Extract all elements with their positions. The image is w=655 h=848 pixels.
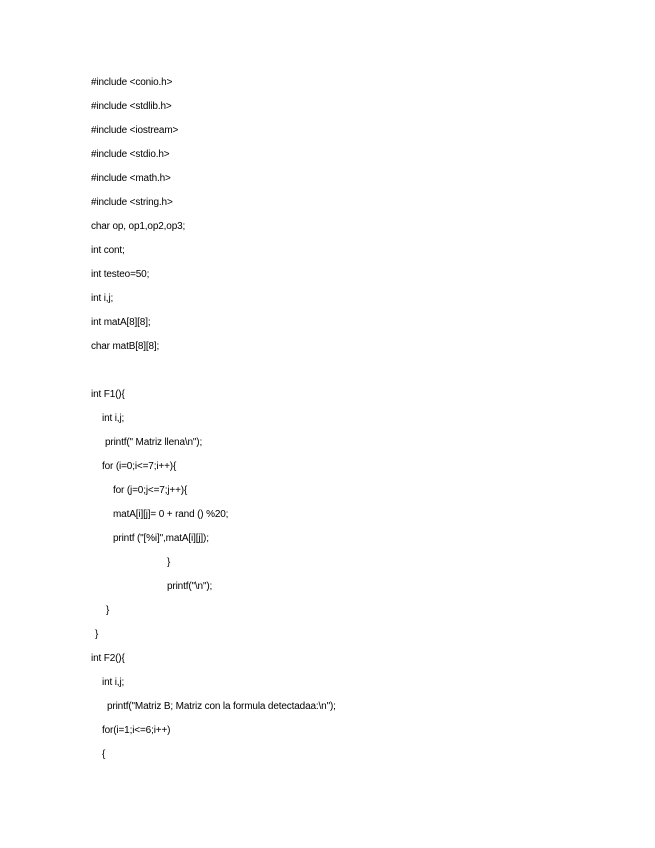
code-line: printf("\n"); <box>167 581 213 592</box>
code-line: int cont; <box>91 245 125 256</box>
code-line: #include <string.h> <box>91 197 173 208</box>
code-line: for (j=0;j<=7;j++){ <box>113 485 188 496</box>
code-line: } <box>95 629 99 640</box>
code-line: { <box>102 749 106 760</box>
code-line: int i,j; <box>91 293 114 304</box>
code-line: for(i=1;i<=6;i++) <box>102 725 171 736</box>
code-line: } <box>167 557 171 568</box>
code-line: #include <math.h> <box>91 173 171 184</box>
code-line: int i,j; <box>102 413 125 424</box>
code-line: } <box>106 605 110 616</box>
code-line: char matB[8][8]; <box>91 341 160 352</box>
code-line: #include <conio.h> <box>91 77 173 88</box>
code-line: #include <stdio.h> <box>91 149 170 160</box>
code-line: int F2(){ <box>91 653 125 664</box>
code-line: #include <iostream> <box>91 125 179 136</box>
code-line: matA[i][j]= 0 + rand () %20; <box>113 509 229 520</box>
code-line: int matA[8][8]; <box>91 317 151 328</box>
code-line: char op, op1,op2,op3; <box>91 221 186 232</box>
code-line: int testeo=50; <box>91 269 150 280</box>
code-line: printf("Matriz B; Matriz con la formula detectadaa:\n"); <box>107 701 336 712</box>
code-line: for (i=0;i<=7;i++){ <box>102 461 177 472</box>
code-line: int i,j; <box>102 677 125 688</box>
code-line: printf(" Matriz llena\n"); <box>105 437 203 448</box>
code-line: printf ("[%i]",matA[i][j]); <box>113 533 209 544</box>
code-line: #include <stdlib.h> <box>91 101 172 112</box>
code-line: int F1(){ <box>91 389 125 400</box>
